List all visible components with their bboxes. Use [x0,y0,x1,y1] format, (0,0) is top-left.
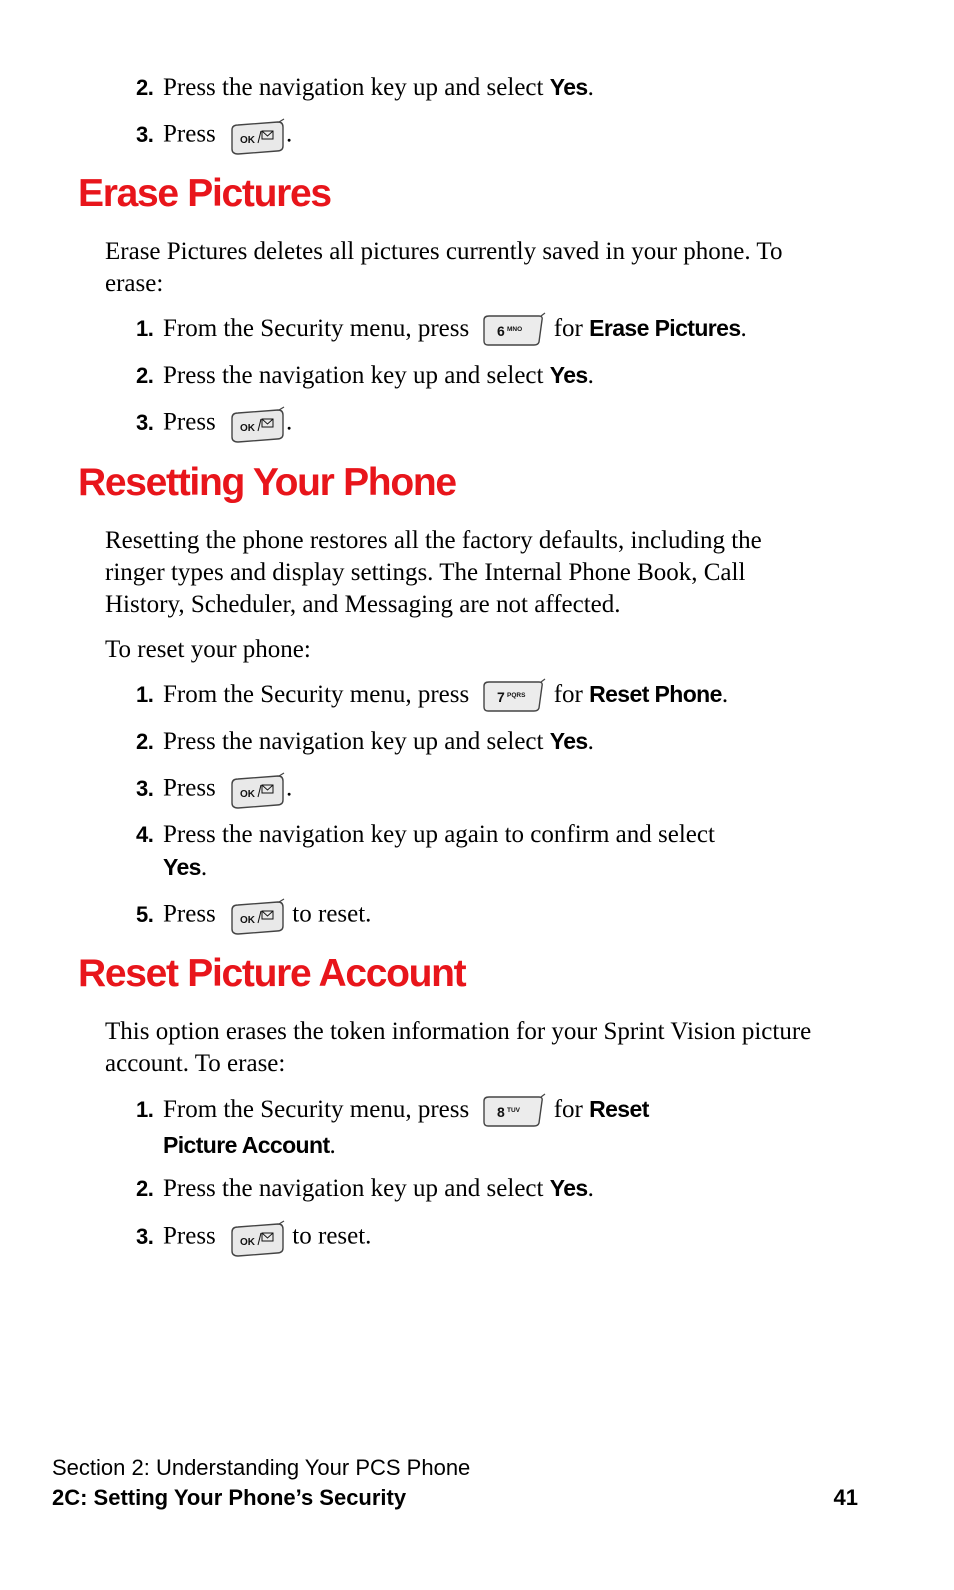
step-bold: Yes [549,74,588,100]
step-text: Press [163,408,216,436]
step-bold: Picture Account [163,1132,330,1159]
step-number: 1. [136,682,154,707]
paragraph: To reset your phone: [105,636,311,663]
svg-text:OK: OK [240,789,256,800]
step-text: Press [163,120,216,148]
step-press-6: 1. From the Security menu, press 6 MNO for Erase Pictures. [136,312,747,348]
footer-chapter: 2C: Setting Your Phone’s Security [52,1485,407,1510]
step-number: 4. [136,822,154,847]
page-number: 41 [833,1485,858,1510]
ok-key-icon [228,1218,286,1258]
step-bold: Reset Phone [589,681,722,707]
step-text: From the Security menu, press [163,1096,470,1123]
step-number: 2. [136,729,154,754]
step-number: 2. [136,1176,154,1201]
paragraph: Resetting the phone restores all the factory defaults, including the ringer types and display settings. The Internal Phone Book, Call History, Scheduler, and Messaging are not affected. [105,527,762,618]
paragraph: Erase Pictures deletes all pictures currently saved in your phone. To erase: [105,238,783,297]
footer-section: Section 2: Understanding Your PCS Phone [52,1455,471,1480]
step-text: Press the navigation key up and select [163,728,550,755]
step-text: Press [163,900,216,928]
step-number: 2. [136,363,154,388]
step-text: Press the navigation key up and select [163,362,550,389]
step-number: 2. [136,75,154,100]
step-text: From the Security menu, press [163,315,470,342]
step-number: 3. [136,775,154,801]
step-confirm-yes: 4. Press the navigation key up again to confirm and select Yes. [136,818,715,884]
step-select-yes: 2. Press the navigation key up and select Yes. [136,1172,594,1205]
step-number: 5. [136,901,154,927]
step-bold: Yes [549,1175,588,1201]
ok-key-icon [228,770,286,810]
step-bold: Erase Pictures [589,315,741,341]
svg-text:7: 7 [497,689,506,706]
step-text: Press the navigation key up again to confirm and select [163,821,715,848]
svg-text:6: 6 [497,323,506,340]
ok-key-icon [228,404,286,444]
step-text: Press the navigation key up and select [163,1175,550,1202]
step-text: From the Security menu, press [163,681,470,708]
svg-text:8: 8 [497,1104,506,1121]
step-press-7: 1. From the Security menu, press 7 PQRS for Reset Phone. [136,678,728,714]
section-heading: Reset Picture Account [78,952,466,995]
svg-text:OK: OK [240,135,256,146]
step-text: Press [163,774,216,802]
step-bold: Yes [549,728,588,754]
step-press-ok-reset: 3. Press OK to reset. [136,1218,371,1258]
svg-text:MNO: MNO [507,326,523,334]
step-text: Press [163,1222,216,1250]
step-number: 3. [136,409,154,435]
svg-text:TUV: TUV [507,1107,521,1115]
step-bold: Yes [549,362,588,388]
svg-text:OK: OK [240,423,256,434]
section-heading: Resetting Your Phone [78,461,456,504]
step-number: 3. [136,121,154,147]
step-select-yes: 2. Press the navigation key up and select Yes. [136,71,594,104]
step-press-ok-reset: 5. Press OK to reset. [136,896,371,936]
step-press-ok: 3. Press OK . [136,404,292,444]
ok-key-icon [228,896,286,936]
step-press-8: 1. From the Security menu, press 8 TUV for Reset Picture Account. [136,1093,649,1162]
step-select-yes: 2. Press the navigation key up and select Yes. [136,725,594,758]
step-press-ok: 3. Press OK . [136,770,292,810]
step-press-ok: 3. Press OK . [136,116,292,156]
step-bold: Yes [163,854,201,880]
step-select-yes: 2. Press the navigation key up and select Yes. [136,359,594,392]
key-6-icon [481,312,547,348]
svg-text:OK: OK [240,915,256,926]
section-heading: Erase Pictures [78,172,331,215]
step-number: 1. [136,316,154,341]
step-number: 1. [136,1097,154,1122]
svg-text:PQRS: PQRS [507,692,526,700]
ok-key-icon [228,116,286,156]
step-text: Press the navigation key up and select [163,74,550,101]
svg-text:OK: OK [240,1237,256,1248]
key-8-icon [481,1093,547,1129]
key-7-icon [481,678,547,714]
step-number: 3. [136,1223,154,1249]
step-bold: Reset [589,1096,649,1122]
paragraph: This option erases the token information for your Sprint Vision picture account. To erase: [105,1018,812,1077]
